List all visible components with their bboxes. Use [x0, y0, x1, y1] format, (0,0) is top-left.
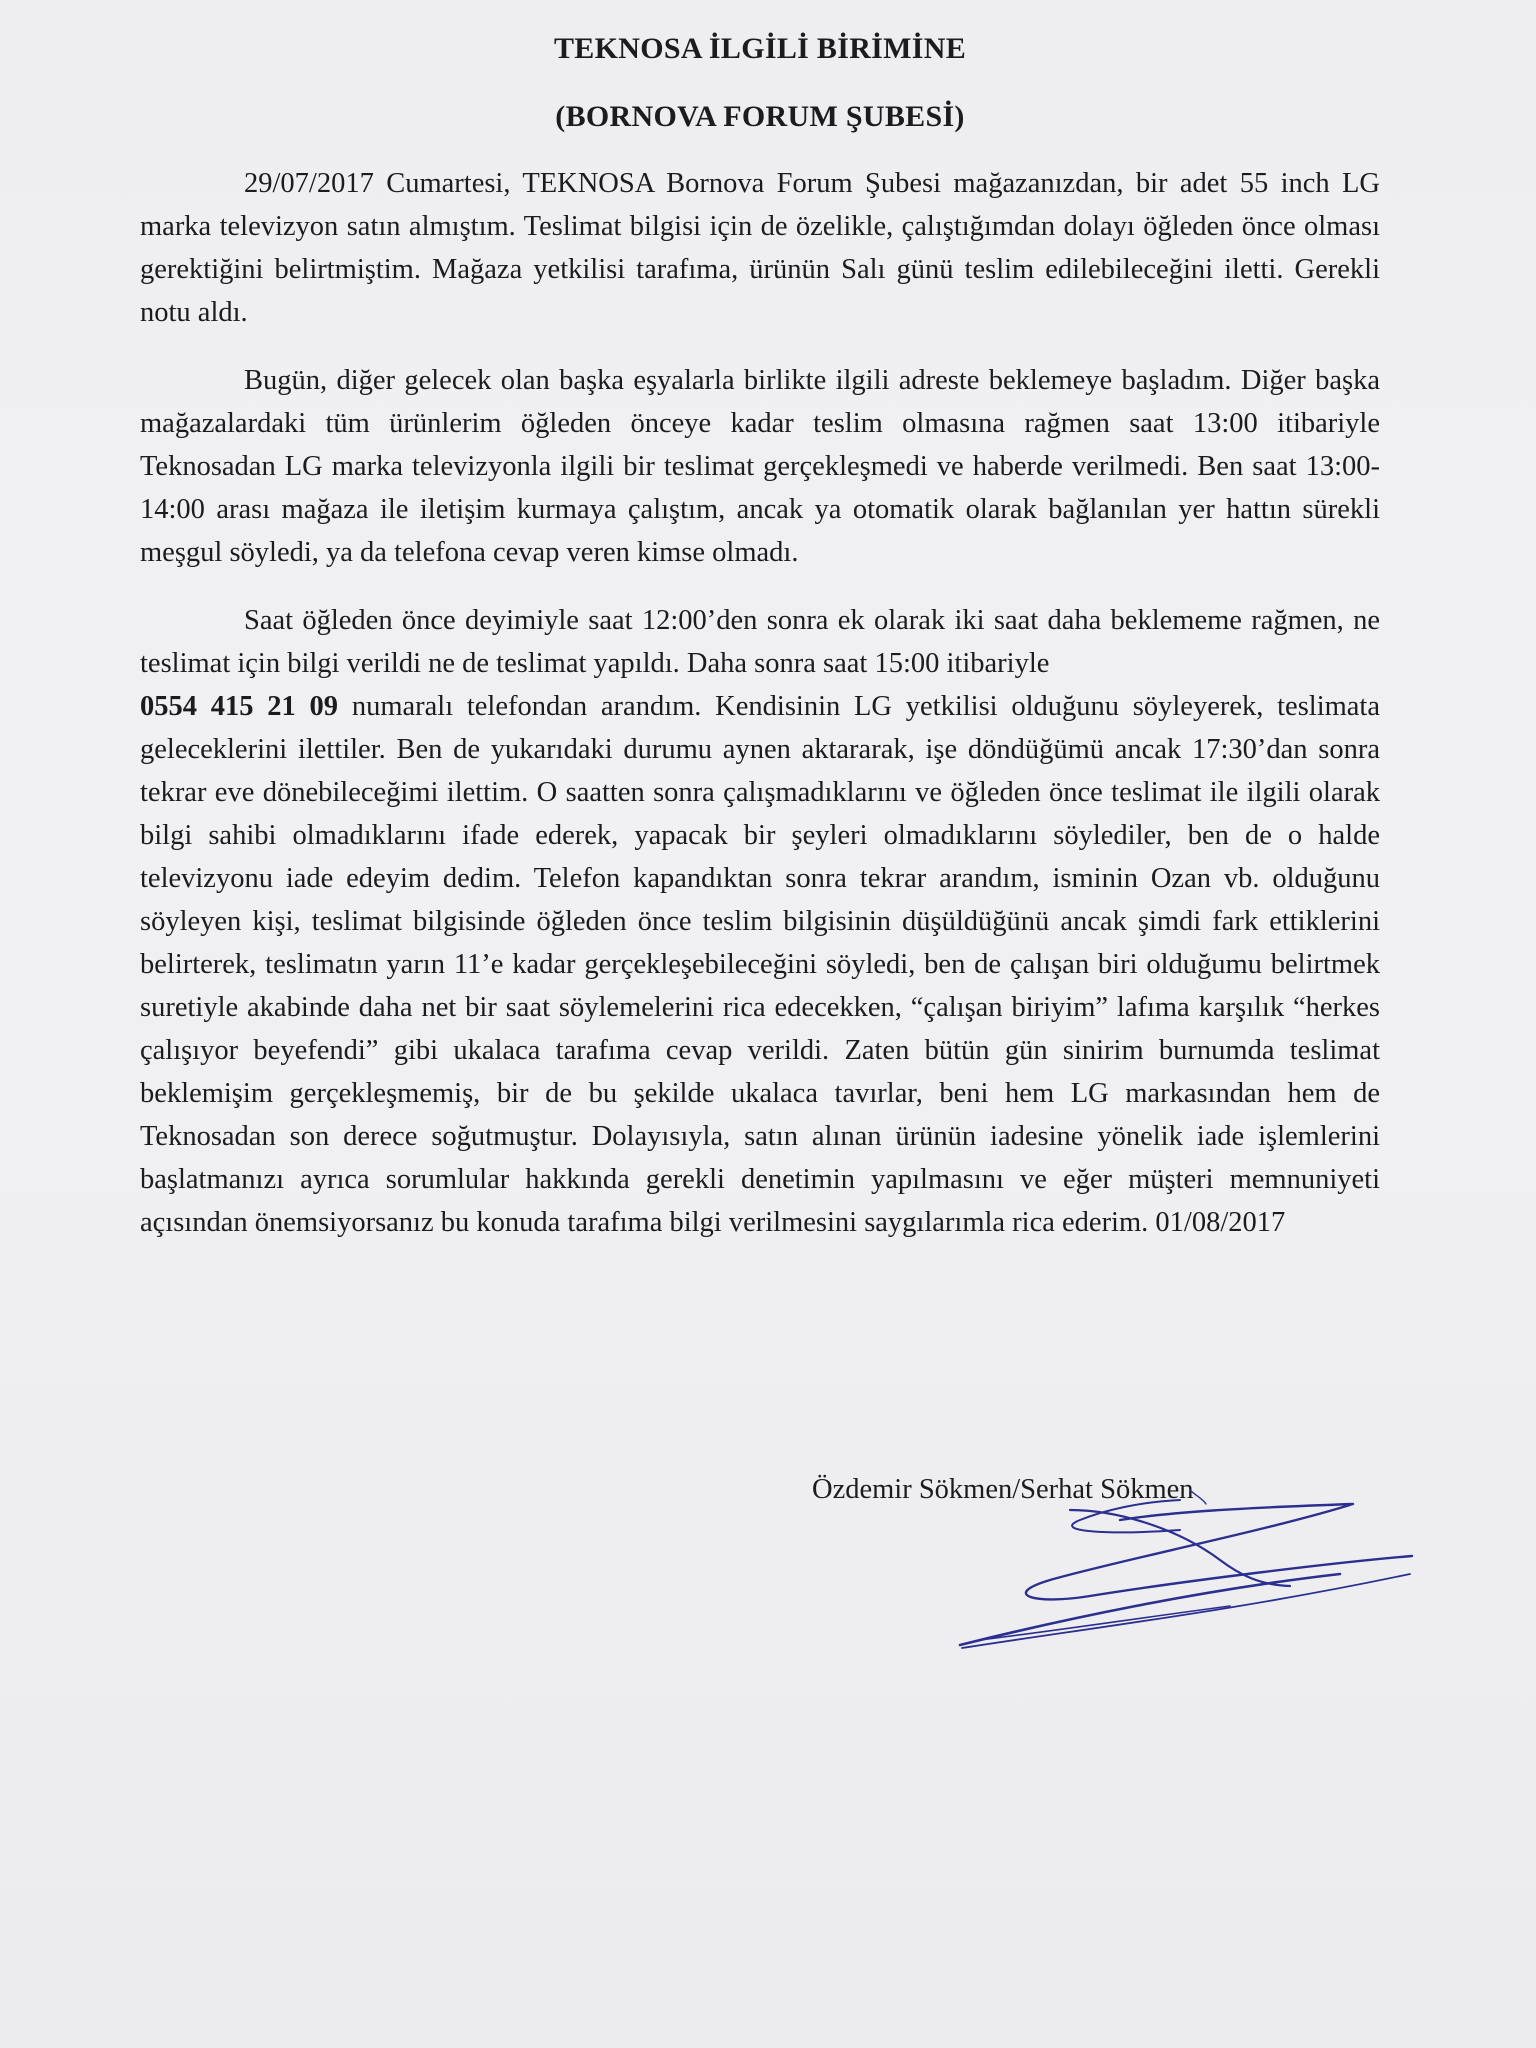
handwritten-signature	[940, 1490, 1440, 1670]
paragraph-complaint	[140, 599, 1380, 1244]
signature-stroke	[962, 1574, 1410, 1648]
letter-subtitle: (BORNOVA FORUM ŞUBESİ)	[555, 100, 965, 133]
paragraph-complaint-start: Saat öğleden önce deyimiyle saat 12:00’den sonra ek olarak iki saat daha beklememe rağmen, ne teslimat için bilgi verildi ne de teslimat yapıldı. Daha sonra saat 15:00 itibariyle	[140, 605, 1380, 679]
paragraph-waiting: Bugün, diğer gelecek olan başka eşyalarla birlikte ilgili adreste beklemeye başladım. Diğer başka mağazalardaki tüm ürünlerim öğleden önceye kadar teslim olmasına rağmen saat 13:00 itibariyle Teknosadan LG marka televizyonla ilgili bir teslimat gerçekleşmedi ve haberde verilmedi. Ben saat 13:00-14:00 arası mağaza ile iletişim kurmaya çalıştım, ancak ya otomatik olarak bağlanılan yer hattın sürekli meşgul söyledi, ya da telefona cevap veren kimse olmadı.	[140, 365, 1380, 568]
letter-title: TEKNOSA İLGİLİ BİRİMİNE	[553, 32, 967, 65]
phone-number: 0554 415 21 09	[140, 691, 339, 722]
letter-page	[140, 30, 1380, 1269]
paragraph-purchase: 29/07/2017 Cumartesi, TEKNOSA Bornova Forum Şubesi mağazanızdan, bir adet 55 inch LG marka televizyon satın almıştım. Teslimat bilgisi için de özelikle, çalıştığımdan dolayı öğleden önce olması gerektiğini belirtmiştim. Mağaza yetkilisi tarafıma, ürünün Salı günü teslim edilebileceğini iletti. Gerekli notu aldı.	[140, 168, 1380, 328]
signature-name: Özdemir Sökmen/Serhat Sökmen	[812, 1474, 1194, 1505]
paragraph-complaint-rest: numaralı telefondan arandım. Kendisinin LG yetkilisi olduğunu söyleyerek, teslimata geleceklerini ilettiler. Ben de yukarıdaki durumu aynen aktararak, işe döndüğümü ancak 17:30’dan sonra tekrar eve dönebileceğimi ilettim. O saatten sonra çalışmadıklarını ve öğleden önce teslimat ile ilgili olarak bilgi sahibi olmadıklarını ifade ederek, yapacak bir şeyleri olmadıklarını söylediler, ben de o halde televizyonu iade edeyim dedim. Telefon kapandıktan sonra tekrar arandım, isminin Ozan vb. olduğunu söyleyen kişi, teslimat bilgisinde öğleden önce teslim bilgisinin düşüldüğünü ancak şimdi fark ettiklerini belirterek, teslimatın yarın 11’e kadar gerçekleşebileceğini söyledi, ben de çalışan biri olduğumu belirtmek suretiyle akabinde daha net bir saat söylemelerini rica edecekken, “çalışan biriyim” lafıma karşılık “herkes çalışıyor beyefendi” gibi ukalaca tarafıma cevap verildi. Zaten bütün gün sinirim burnumda teslimat beklemişim gerçekleşmemiş, bir de bu şekilde ukalaca tavırlar, beni hem LG markasından hem de Teknosadan son derece soğutmuştur. Dolayısıyla, satın alınan ürünün iadesine yönelik iade işlemlerini başlatmanızı ayrıca sorumlular hakkında gerekli denetimin yapılmasını ve eğer müşteri memnuniyeti açısından önemsiyorsanız bu konuda tarafıma bilgi verilmesini saygılarımla rica ederim. 01/08/2017	[140, 691, 1381, 1238]
signature-stroke	[1190, 1490, 1206, 1504]
signature-strokes	[960, 1490, 1412, 1648]
